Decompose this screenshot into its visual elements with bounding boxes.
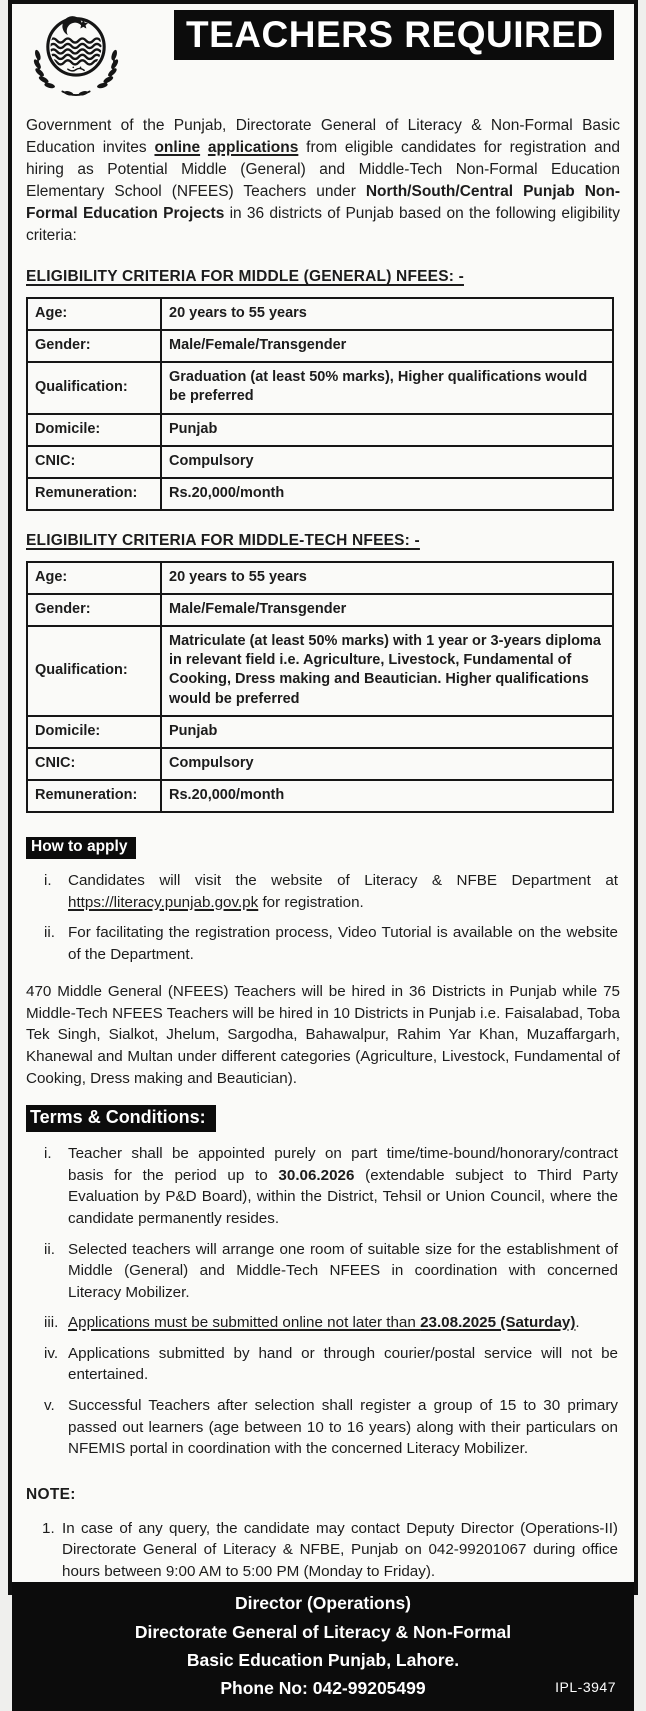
row-label: CNIC:: [27, 446, 161, 478]
list-item-text: In case of any query, the candidate may contact Deputy Director (Operations-II) Directorate General of Literacy & NFBE, Punjab on 042-99201067 during office hours between 9:00 AM to 5:00 PM (Monday to Friday).: [62, 1519, 618, 1580]
list-item-text: Teacher shall be appointed purely on part time/time-bound/honorary/contract basis for the period up to 30.06.2026 (extendable subject to Third Party Evaluation by P&D Board), within the District, Tehsil or Union Council, where the candidate permanently resides.: [68, 1145, 618, 1227]
row-label: Qualification:: [27, 626, 161, 716]
row-label: Remuneration:: [27, 478, 161, 510]
application-deadline: 23.08.2025 (Saturday): [420, 1314, 576, 1332]
table-row: [27, 446, 613, 478]
list-item: [26, 1343, 620, 1386]
intro-paragraph: [26, 115, 620, 247]
intro-text-2: from eligible candidates for registration and hiring as Potential Middle (General) and Middle-Tech Non-Formal Education Elementary School (NFEES) Teachers under: [26, 139, 620, 200]
criteria-table-middle-general: [26, 297, 614, 511]
list-item: [26, 1143, 620, 1229]
table-row: [27, 626, 613, 716]
row-value: 20 years to 55 years: [161, 298, 613, 330]
intro-text-3: in 36 districts of Punjab based on the following eligibility criteria:: [26, 205, 620, 244]
terms-list: [26, 1143, 620, 1460]
list-marker: ii.: [44, 1240, 55, 1258]
heading-middle-general: ELIGIBILITY CRITERIA FOR MIDDLE (GENERAL) NFEES: -: [26, 268, 464, 285]
terms-conditions-label: Terms & Conditions:: [26, 1105, 216, 1132]
row-label: Domicile:: [27, 414, 161, 446]
list-item: [26, 870, 620, 913]
criteria-table-middle-tech: [26, 561, 614, 813]
footer-directorate-location: Basic Education Punjab, Lahore.: [186, 1649, 460, 1670]
intro-text-1: Government of the Punjab, Directorate General of Literacy & Non-Formal Basic Education invites: [26, 117, 620, 156]
table-row: [27, 716, 613, 748]
table-row: [27, 330, 613, 362]
intro-online-word: online: [154, 139, 201, 156]
footer: [12, 1582, 634, 1711]
note-heading: NOTE:: [26, 1485, 76, 1503]
row-value: Rs.20,000/month: [161, 780, 613, 812]
footer-phone-number: Phone No: 042-99205499: [220, 1678, 426, 1699]
list-item-text: For facilitating the registration process, Video Tutorial is available on the website of the Department.: [68, 924, 618, 963]
list-item-text: Applications submitted by hand or through courier/postal service will not be entertained.: [68, 1344, 618, 1384]
row-label: Gender:: [27, 330, 161, 362]
row-label: Domicile:: [27, 716, 161, 748]
intro-projects-bold: North/South/Central Punjab Non-Formal Education Projects: [26, 183, 620, 222]
row-value: Compulsory: [161, 446, 613, 478]
list-item: [26, 1395, 620, 1460]
list-item-text: Selected teachers will arrange one room of suitable size for the establishment of Middle (General) and Middle-Tech NFEES in coordination with concerned Literacy Mobilizer.: [68, 1240, 618, 1301]
row-label: Remuneration:: [27, 780, 161, 812]
list-item: [26, 1518, 620, 1583]
row-value: Male/Female/Transgender: [161, 594, 613, 626]
how-to-apply-label: How to apply: [26, 837, 136, 859]
list-item: [26, 922, 620, 965]
page-title: TEACHERS REQUIRED: [174, 10, 614, 60]
footer-director-title: Director (Operations): [235, 1593, 411, 1614]
advertisement-content: [12, 4, 634, 1582]
row-label: Qualification:: [27, 362, 161, 413]
table-row: [27, 562, 613, 594]
punjab-government-crest-icon: [26, 10, 126, 102]
row-value: Compulsory: [161, 748, 613, 780]
list-item-text: Applications must be submitted online not later than 23.08.2025 (Saturday).: [68, 1314, 580, 1332]
table-row: [27, 594, 613, 626]
list-item-text: Successful Teachers after selection shall register a group of 15 to 30 primary passed out learners (age between 10 to 16 years) along with their particulars on NFEMIS portal in coordination with the concerned Literacy Mobilizer.: [68, 1396, 618, 1458]
note-list: [26, 1518, 620, 1583]
row-value: Rs.20,000/month: [161, 478, 613, 510]
header: [26, 8, 620, 102]
appointment-end-date: 30.06.2026: [278, 1166, 355, 1184]
table-row: [27, 362, 613, 413]
heading-middle-tech: ELIGIBILITY CRITERIA FOR MIDDLE-TECH NFEES: -: [26, 531, 420, 549]
row-label: Age:: [27, 562, 161, 594]
advertisement-reference-number: IPL-3947: [555, 1679, 616, 1696]
row-value: Punjab: [161, 716, 613, 748]
row-label: Gender:: [27, 594, 161, 626]
list-marker: iii.: [44, 1314, 59, 1332]
list-marker: ii.: [44, 924, 55, 942]
intro-applications-word: applications: [207, 139, 299, 156]
footer-directorate-name: Directorate General of Literacy & Non-Formal: [134, 1621, 512, 1642]
table-row: [27, 478, 613, 510]
list-marker: v.: [44, 1396, 55, 1414]
list-marker: iv.: [44, 1344, 59, 1362]
how-to-apply-list: [26, 870, 620, 965]
table-row: [27, 414, 613, 446]
row-value: Matriculate (at least 50% marks) with 1 year or 3-years diploma in relevant field i.e. Agriculture, Livestock, Fundamental of Cooking, Dress making and Beautician. Higher qualifications would be preferred: [161, 626, 613, 716]
advertisement-frame: [8, 0, 638, 1699]
row-value: Graduation (at least 50% marks), Higher qualifications would be preferred: [161, 362, 613, 413]
row-label: Age:: [27, 298, 161, 330]
row-value: 20 years to 55 years: [161, 562, 613, 594]
list-marker: 1.: [42, 1519, 55, 1537]
row-value: Punjab: [161, 414, 613, 446]
table-row: [27, 298, 613, 330]
list-item: [26, 1239, 620, 1304]
list-item-text: Candidates will visit the website of Literacy & NFBE Department at https://literacy.punjab.gov.pk for registration.: [68, 872, 618, 911]
row-label: CNIC:: [27, 748, 161, 780]
hiring-details-paragraph: 470 Middle General (NFEES) Teachers will be hired in 36 Districts in Punjab while 75 Middle-Tech NFEES Teachers will be hired in 10 Districts in Punjab i.e. Faisalabad, Toba Tek Singh, Sialkot, Jhelum, Sargodha, Bahawalpur, Rahim Yar Khan, Muzaffargarh, Khanewal and Multan under different categories (Agriculture, Livestock, Fundamental of Cooking, Dress making and Beautician).: [26, 983, 620, 1087]
list-marker: i.: [44, 872, 52, 889]
registration-website-link[interactable]: https://literacy.punjab.gov.pk: [68, 893, 259, 911]
table-row: [27, 780, 613, 812]
list-item: [26, 1312, 620, 1334]
list-marker: i.: [44, 1145, 52, 1163]
table-row: [27, 748, 613, 780]
row-value: Male/Female/Transgender: [161, 330, 613, 362]
